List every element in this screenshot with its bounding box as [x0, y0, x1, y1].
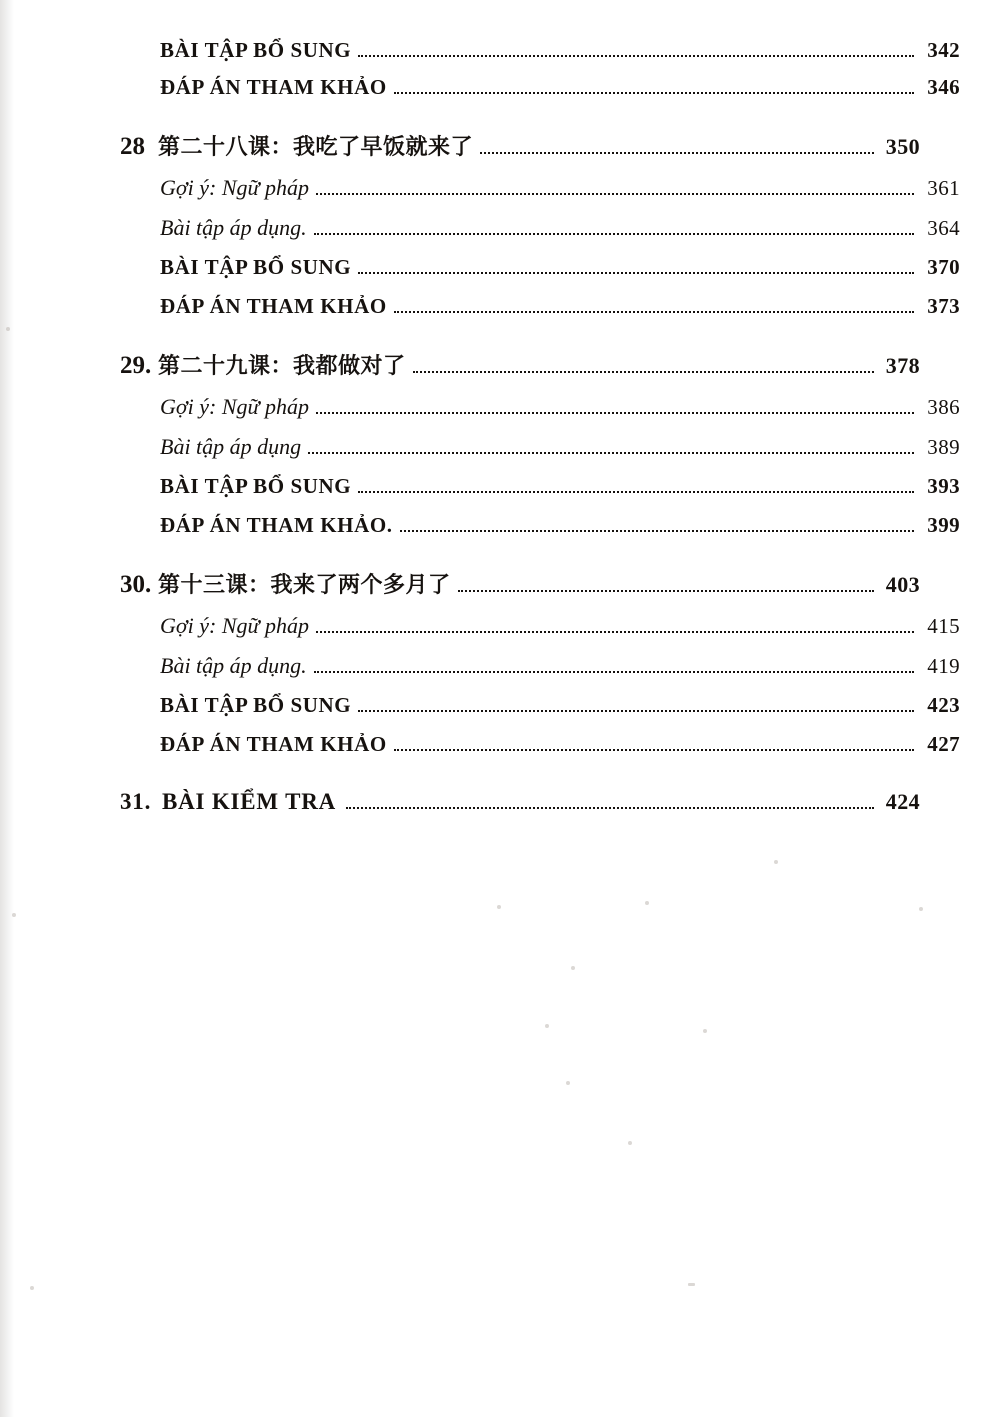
toc-entry-label — [120, 789, 336, 815]
toc-page-number: 389 — [927, 435, 960, 459]
toc-entry-number: 30. — [120, 571, 152, 598]
scan-speck — [12, 913, 16, 917]
scan-speck — [571, 966, 575, 970]
toc-dot-leader — [413, 371, 874, 373]
toc-dot-leader — [394, 311, 914, 313]
toc-entry-title: ĐÁP ÁN THAM KHẢO. — [160, 513, 393, 537]
toc-entry-label — [160, 75, 387, 100]
toc-entry-label — [160, 513, 393, 538]
toc-entry[interactable] — [160, 693, 960, 718]
scan-speck — [919, 907, 923, 911]
toc-entry-label — [160, 38, 351, 63]
toc-entry[interactable] — [160, 75, 960, 100]
toc-entry-title: Bài tập áp dụng. — [160, 653, 307, 678]
toc-page-number: 393 — [927, 474, 960, 498]
toc-entry-title: 第十三课：我来了两个多月了 — [158, 573, 451, 598]
toc-entry-label — [160, 474, 351, 499]
toc-dot-leader — [458, 590, 874, 592]
toc-page-number: 361 — [927, 176, 960, 200]
toc-dot-leader — [394, 749, 914, 751]
scan-speck — [688, 1283, 695, 1286]
toc-entry[interactable] — [120, 568, 920, 599]
toc-entry-label — [160, 732, 387, 757]
toc-page-number: 346 — [927, 75, 960, 99]
toc-dot-leader — [358, 710, 914, 712]
toc-dot-leader — [316, 193, 914, 195]
scan-speck — [645, 901, 649, 905]
toc-entry[interactable] — [160, 732, 960, 757]
toc-entry[interactable] — [160, 175, 960, 201]
toc-entry-title: ĐÁP ÁN THAM KHẢO — [160, 294, 387, 318]
toc-entry-title: BÀI TẬP BỔ SUNG — [160, 255, 352, 279]
toc-entry-label — [120, 568, 451, 599]
toc-entry-label — [160, 294, 387, 319]
toc-entry-title: BÀI TẬP BỔ SUNG — [160, 38, 352, 62]
toc-entry[interactable] — [160, 474, 960, 499]
toc-page-number: 399 — [927, 513, 960, 537]
toc-entry[interactable] — [160, 38, 960, 63]
toc-dot-leader — [358, 491, 914, 493]
toc-entry-label — [160, 394, 309, 420]
toc-entry-title: Bài tập áp dụng — [160, 434, 302, 459]
toc-entry-label — [160, 434, 301, 460]
toc-entry[interactable] — [160, 653, 960, 679]
toc-entry-title: BÀI TẬP BỔ SUNG — [160, 474, 352, 498]
table-of-contents — [120, 38, 960, 815]
scan-speck — [774, 860, 778, 864]
scan-speck — [628, 1141, 632, 1145]
scan-speck — [497, 905, 501, 909]
toc-entry-number: 28 — [120, 133, 145, 160]
toc-dot-leader — [394, 92, 914, 94]
toc-entry[interactable] — [160, 255, 960, 280]
toc-entry-title: Gợi ý: Ngữ pháp — [160, 175, 310, 200]
toc-dot-leader — [358, 55, 914, 57]
toc-page-number: 427 — [927, 732, 960, 756]
toc-entry-label — [160, 175, 309, 201]
scan-speck — [545, 1024, 549, 1028]
toc-entry-title: Bài tập áp dụng. — [160, 215, 307, 240]
scan-speck — [6, 327, 10, 331]
toc-entry-title: 第二十八课：我吃了早饭就来了 — [158, 135, 474, 160]
toc-entry-label — [160, 215, 307, 241]
toc-page-number: 350 — [885, 134, 920, 159]
toc-entry-label — [160, 613, 309, 639]
toc-dot-leader — [346, 807, 874, 809]
toc-page-number: 378 — [885, 353, 920, 378]
toc-entry-label — [160, 693, 351, 718]
toc-dot-leader — [480, 152, 874, 154]
toc-entry[interactable] — [160, 294, 960, 319]
toc-page-number: 370 — [927, 255, 960, 279]
toc-dot-leader — [308, 452, 914, 454]
scan-speck — [703, 1029, 707, 1033]
toc-entry[interactable] — [120, 789, 920, 815]
scan-speck — [566, 1081, 570, 1085]
toc-entry[interactable] — [160, 215, 960, 241]
toc-page-number: 403 — [885, 572, 920, 597]
toc-entry-title: BÀI KIỂM TRA — [162, 789, 337, 814]
toc-page-number: 342 — [927, 38, 960, 62]
toc-entry-number: 29. — [120, 352, 152, 379]
toc-entry[interactable] — [120, 130, 920, 161]
toc-entry-label — [160, 653, 307, 679]
scan-speck — [30, 1286, 34, 1290]
toc-dot-leader — [316, 412, 914, 414]
toc-entry[interactable] — [160, 394, 960, 420]
toc-entry[interactable] — [160, 513, 960, 538]
toc-page-number: 423 — [927, 693, 960, 717]
toc-entry-title: Gợi ý: Ngữ pháp — [160, 613, 310, 638]
toc-page-number: 424 — [885, 789, 920, 814]
toc-entry-label — [120, 130, 473, 161]
toc-page-number: 415 — [927, 614, 960, 638]
toc-page-number: 386 — [927, 395, 960, 419]
toc-entry-label — [160, 255, 351, 280]
toc-page-number: 364 — [927, 216, 960, 240]
toc-entry[interactable] — [160, 613, 960, 639]
toc-dot-leader — [358, 272, 914, 274]
toc-dot-leader — [314, 671, 914, 673]
toc-entry[interactable] — [160, 434, 960, 460]
toc-entry-title: ĐÁP ÁN THAM KHẢO — [160, 732, 387, 756]
toc-entry[interactable] — [120, 349, 920, 380]
toc-entry-number: 31. — [120, 789, 152, 814]
toc-page-number: 419 — [927, 654, 960, 678]
toc-dot-leader — [314, 233, 914, 235]
toc-dot-leader — [316, 631, 914, 633]
toc-dot-leader — [400, 530, 914, 532]
toc-entry-title: Gợi ý: Ngữ pháp — [160, 394, 310, 419]
toc-page-number: 373 — [927, 294, 960, 318]
toc-entry-label — [120, 349, 406, 380]
toc-entry-title: 第二十九课：我都做对了 — [158, 354, 406, 379]
toc-entry-title: BÀI TẬP BỔ SUNG — [160, 693, 352, 717]
toc-entry-title: ĐÁP ÁN THAM KHẢO — [160, 75, 387, 99]
